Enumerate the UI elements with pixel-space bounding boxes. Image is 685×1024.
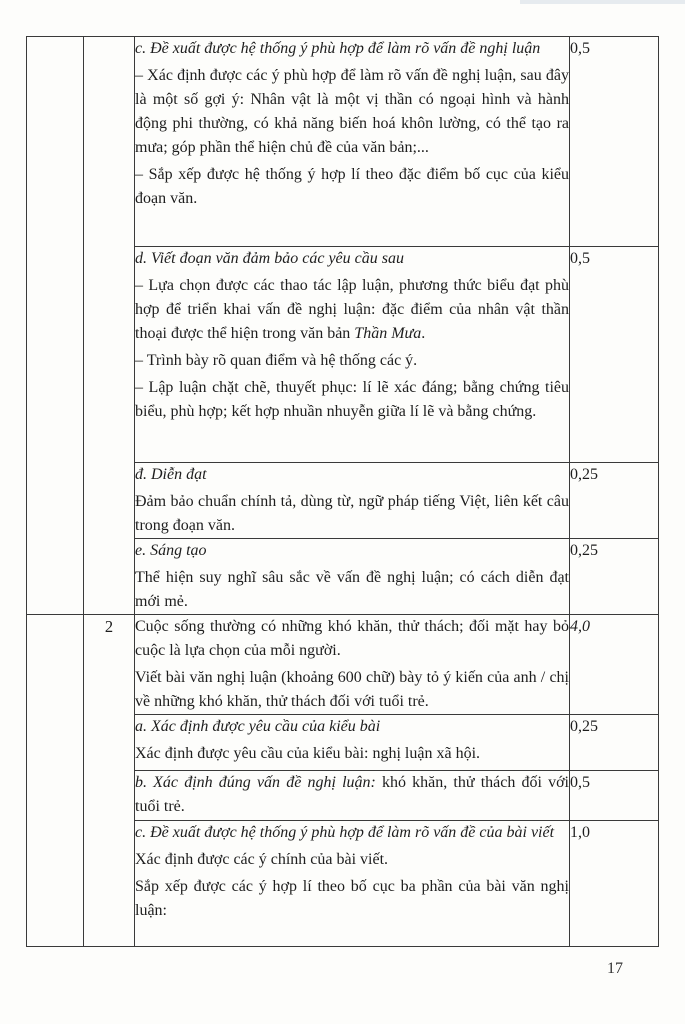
score-cell: 1,0 [570,821,659,947]
criterion-line: – Sắp xếp được hệ thống ý hợp lí theo đặc điểm bố cục của kiểu đoạn văn. [135,166,569,207]
question-2-prompt-cell [135,615,570,715]
criterion-line: Sắp xếp được các ý hợp lí theo bố cục ba phần của bài văn nghị luận: [135,878,569,919]
table-row [27,37,659,247]
criterion-heading: b. Xác định đúng vấn đề nghị luận: [135,774,376,791]
criterion-line: – Trình bày rõ quan điểm và hệ thống các ý. [135,352,418,369]
criterion-e-cell [135,539,570,615]
criterion-c2-cell [135,821,570,947]
question-cell-empty [27,615,84,947]
table-row [27,615,659,715]
criterion-b-cell [135,771,570,821]
criterion-c-cell [135,37,570,247]
work-title: Thần Mưa [354,325,422,342]
criterion-d-cell [135,247,570,463]
prompt-line: Cuộc sống thường có những khó khăn, thử thách; đối mặt hay bỏ cuộc là lựa chọn của mỗi người. [135,618,569,659]
criterion-line: Thể hiện suy nghĩ sâu sắc về vấn đề nghị luận; có cách diễn đạt mới mẻ. [135,569,569,610]
criterion-a-cell [135,715,570,771]
criterion-heading-rest: khó khăn, thử thách đối với tuổi trẻ. [135,774,569,815]
score-cell: 0,5 [570,247,659,463]
subquestion-cell-empty [84,37,135,615]
question-number: 2 [84,615,135,947]
criterion-line: Xác định được yêu cầu của kiểu bài: nghị luận xã hội. [135,745,481,762]
criterion-heading: d. Viết đoạn văn đảm bảo các yêu cầu sau [135,250,404,267]
criterion-line: Xác định được các ý chính của bài viết. [135,851,389,868]
score-cell: 0,25 [570,715,659,771]
criterion-line: – Lập luận chặt chẽ, thuyết phục: lí lẽ xác đáng; bằng chứng tiêu biểu, phù hợp; kết hợp nhuần nhuyễn giữa lí lẽ và bằng chứng. [135,379,569,420]
line-text: – Lựa chọn được các thao tác lập luận, phương thức biểu đạt phù hợp để triển khai vấn đề nghị luận: đặc điểm của nhân vật thần thoại được thể hiện trong văn bản [135,277,569,342]
score-cell: 0,25 [570,539,659,615]
top-edge-band [520,0,685,4]
criterion-heading: c. Đề xuất được hệ thống ý phù hợp để làm rõ vấn đề của bài viết [135,824,555,841]
criterion-line: Đảm bảo chuẩn chính tả, dùng từ, ngữ pháp tiếng Việt, liên kết câu trong đoạn văn. [135,493,569,534]
criterion-heading: a. Xác định được yêu cầu của kiểu bài [135,718,381,735]
criterion-heading: c. Đề xuất được hệ thống ý phù hợp để làm rõ vấn đề nghị luận [135,40,541,57]
prompt-line: Viết bài văn nghị luận (khoảng 600 chữ) bày tỏ ý kiến của anh / chị về những khó khăn, thử thách đối với tuổi trẻ. [135,669,569,710]
total-score-cell: 4,0 [570,615,659,715]
question-cell-empty [27,37,84,615]
criterion-heading-line [135,771,569,819]
line-text: . [421,325,426,342]
grading-rubric-table [26,36,659,947]
criterion-line: – Xác định được các ý phù hợp để làm rõ vấn đề nghị luận, sau đây là một số gợi ý: Nhân vật là một vị thần có ngoại hình và hành động phi thường, có khả năng biến hoá khôn lường, có thể tạo ra mưa; góp phần thể hiện chủ đề của văn bản;... [135,67,569,156]
score-cell: 0,25 [570,463,659,539]
criterion-heading: e. Sáng tạo [135,542,207,559]
score-cell: 0,5 [570,771,659,821]
criterion-dd-cell [135,463,570,539]
criterion-heading: đ. Diễn đạt [135,466,207,483]
page-number: 17 [607,960,623,977]
criterion-line [135,274,569,346]
score-cell: 0,5 [570,37,659,247]
